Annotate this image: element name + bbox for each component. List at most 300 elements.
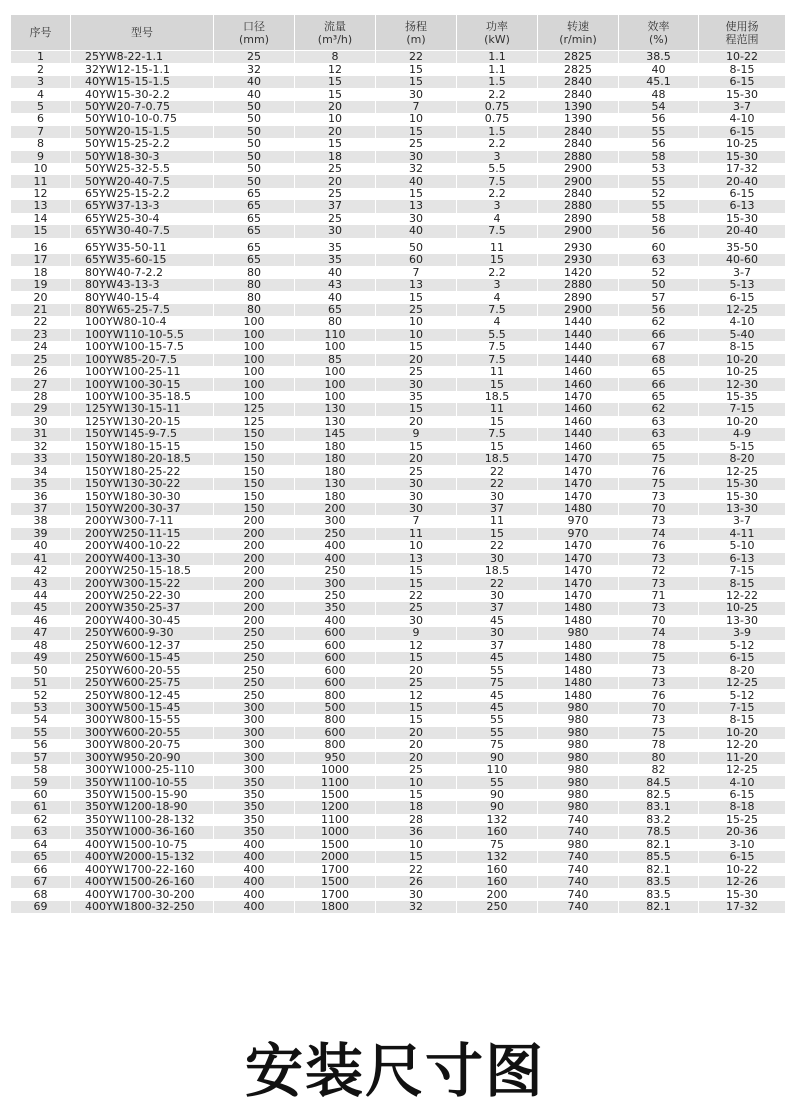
table-cell: 4-10 bbox=[699, 776, 786, 788]
table-cell: 41 bbox=[11, 553, 71, 565]
table-cell: 1470 bbox=[538, 490, 619, 502]
table-cell: 125YW130-20-15 bbox=[71, 416, 214, 428]
table-cell: 80YW43-13-3 bbox=[71, 279, 214, 291]
table-cell: 83.2 bbox=[619, 814, 699, 826]
table-cell: 1.5 bbox=[457, 126, 538, 138]
table-cell: 2840 bbox=[538, 126, 619, 138]
table-cell: 1.1 bbox=[457, 63, 538, 75]
table-cell: 200 bbox=[214, 590, 295, 602]
table-cell: 12 bbox=[376, 689, 457, 701]
table-cell: 57 bbox=[619, 291, 699, 303]
table-cell: 83.1 bbox=[619, 801, 699, 813]
table-cell: 40 bbox=[619, 63, 699, 75]
table-cell: 13 bbox=[376, 200, 457, 212]
table-cell: 25 bbox=[376, 764, 457, 776]
table-cell: 145 bbox=[295, 428, 376, 440]
table-cell: 40-60 bbox=[699, 254, 786, 266]
table-cell: 50 bbox=[214, 163, 295, 175]
table-cell: 400YW1500-26-160 bbox=[71, 876, 214, 888]
table-cell: 73 bbox=[619, 714, 699, 726]
table-cell: 25 bbox=[11, 354, 71, 366]
table-row bbox=[11, 814, 786, 826]
table-cell: 300YW800-15-55 bbox=[71, 714, 214, 726]
table-cell: 1440 bbox=[538, 316, 619, 328]
table-cell: 1440 bbox=[538, 341, 619, 353]
table-row bbox=[11, 577, 786, 589]
table-cell: 40YW15-15-1.5 bbox=[71, 76, 214, 88]
table-cell: 250YW600-12-37 bbox=[71, 640, 214, 652]
table-cell: 21 bbox=[11, 304, 71, 316]
table-cell: 6-15 bbox=[699, 126, 786, 138]
table-cell: 100YW100-30-15 bbox=[71, 378, 214, 390]
table-cell: 10 bbox=[376, 776, 457, 788]
table-cell: 12-25 bbox=[699, 304, 786, 316]
table-cell: 350 bbox=[214, 826, 295, 838]
table-cell: 65 bbox=[214, 200, 295, 212]
table-cell: 36 bbox=[376, 826, 457, 838]
table-cell: 3 bbox=[11, 76, 71, 88]
table-cell: 250 bbox=[214, 677, 295, 689]
table-cell: 45 bbox=[457, 689, 538, 701]
table-cell: 5-40 bbox=[699, 329, 786, 341]
table-cell: 43 bbox=[295, 279, 376, 291]
table-cell: 58 bbox=[619, 213, 699, 225]
table-cell: 980 bbox=[538, 764, 619, 776]
table-row bbox=[11, 826, 786, 838]
pump-spec-table bbox=[10, 14, 786, 913]
table-cell: 83.5 bbox=[619, 888, 699, 900]
table-cell: 53 bbox=[11, 702, 71, 714]
table-cell: 4-9 bbox=[699, 428, 786, 440]
table-row bbox=[11, 540, 786, 552]
table-cell: 22 bbox=[457, 465, 538, 477]
table-cell: 65 bbox=[214, 254, 295, 266]
table-cell: 250 bbox=[214, 664, 295, 676]
table-cell: 80 bbox=[214, 304, 295, 316]
table-cell: 2900 bbox=[538, 225, 619, 239]
table-cell: 1390 bbox=[538, 113, 619, 125]
table-cell: 14 bbox=[11, 213, 71, 225]
table-cell: 200YW400-30-45 bbox=[71, 615, 214, 627]
table-cell: 74 bbox=[619, 528, 699, 540]
table-cell: 55 bbox=[619, 175, 699, 187]
table-cell: 15 bbox=[376, 403, 457, 415]
table-cell: 12 bbox=[376, 640, 457, 652]
table-cell: 100 bbox=[214, 329, 295, 341]
table-row bbox=[11, 851, 786, 863]
table-cell: 65 bbox=[619, 441, 699, 453]
table-cell: 73 bbox=[619, 490, 699, 502]
table-cell: 62 bbox=[11, 814, 71, 826]
table-cell: 150YW145-9-7.5 bbox=[71, 428, 214, 440]
table-cell: 1480 bbox=[538, 689, 619, 701]
table-cell: 15 bbox=[376, 652, 457, 664]
table-cell: 1800 bbox=[295, 901, 376, 913]
table-cell: 10-22 bbox=[699, 863, 786, 875]
table-cell: 75 bbox=[457, 839, 538, 851]
table-cell: 7.5 bbox=[457, 175, 538, 187]
table-cell: 180 bbox=[295, 465, 376, 477]
table-row bbox=[11, 528, 786, 540]
table-cell: 100YW80-10-4 bbox=[71, 316, 214, 328]
table-cell: 62 bbox=[619, 403, 699, 415]
table-cell: 300YW500-15-45 bbox=[71, 702, 214, 714]
table-cell: 50YW20-15-1.5 bbox=[71, 126, 214, 138]
table-cell: 100 bbox=[214, 366, 295, 378]
table-cell: 160 bbox=[457, 876, 538, 888]
table-cell: 1470 bbox=[538, 577, 619, 589]
table-row bbox=[11, 677, 786, 689]
table-cell: 18.5 bbox=[457, 565, 538, 577]
table-cell: 2930 bbox=[538, 254, 619, 266]
table-cell: 1460 bbox=[538, 441, 619, 453]
table-cell: 125 bbox=[214, 416, 295, 428]
table-cell: 82.1 bbox=[619, 863, 699, 875]
table-cell: 65 bbox=[619, 391, 699, 403]
table-cell: 8-15 bbox=[699, 63, 786, 75]
table-cell: 12-22 bbox=[699, 590, 786, 602]
table-cell: 4 bbox=[457, 291, 538, 303]
table-cell: 61 bbox=[11, 801, 71, 813]
table-cell: 75 bbox=[619, 453, 699, 465]
table-cell: 2840 bbox=[538, 188, 619, 200]
table-cell: 50 bbox=[214, 101, 295, 113]
table-cell: 13 bbox=[376, 553, 457, 565]
table-cell: 65YW37-13-3 bbox=[71, 200, 214, 212]
table-cell: 400 bbox=[295, 540, 376, 552]
table-cell: 40YW15-30-2.2 bbox=[71, 88, 214, 100]
table-cell: 130 bbox=[295, 403, 376, 415]
table-cell: 43 bbox=[11, 577, 71, 589]
table-cell: 250YW600-15-45 bbox=[71, 652, 214, 664]
table-cell: 200YW300-15-22 bbox=[71, 577, 214, 589]
table-cell: 350YW1100-28-132 bbox=[71, 814, 214, 826]
table-row bbox=[11, 63, 786, 75]
table-cell: 80 bbox=[295, 316, 376, 328]
table-row bbox=[11, 453, 786, 465]
table-cell: 3 bbox=[457, 200, 538, 212]
table-cell: 40 bbox=[295, 266, 376, 278]
table-cell: 150 bbox=[214, 453, 295, 465]
table-cell: 7.5 bbox=[457, 341, 538, 353]
table-cell: 17 bbox=[11, 254, 71, 266]
table-cell: 65YW25-15-2.2 bbox=[71, 188, 214, 200]
table-cell: 66 bbox=[619, 329, 699, 341]
table-cell: 45 bbox=[457, 652, 538, 664]
table-cell: 20 bbox=[376, 453, 457, 465]
table-cell: 64 bbox=[11, 839, 71, 851]
table-cell: 400YW1500-10-75 bbox=[71, 839, 214, 851]
table-cell: 25 bbox=[376, 602, 457, 614]
table-cell: 10-20 bbox=[699, 416, 786, 428]
table-cell: 100YW100-25-11 bbox=[71, 366, 214, 378]
table-cell: 55 bbox=[457, 714, 538, 726]
table-row bbox=[11, 403, 786, 415]
table-cell: 300YW1000-25-110 bbox=[71, 764, 214, 776]
table-cell: 22 bbox=[457, 478, 538, 490]
table-cell: 7-15 bbox=[699, 565, 786, 577]
table-cell: 17-32 bbox=[699, 163, 786, 175]
table-cell: 58 bbox=[11, 764, 71, 776]
table-cell: 7-15 bbox=[699, 403, 786, 415]
table-row bbox=[11, 188, 786, 200]
table-cell: 980 bbox=[538, 627, 619, 639]
table-cell: 150YW180-20-18.5 bbox=[71, 453, 214, 465]
table-cell: 30 bbox=[376, 490, 457, 502]
table-cell: 27 bbox=[11, 378, 71, 390]
table-cell: 32 bbox=[11, 441, 71, 453]
table-cell: 2880 bbox=[538, 151, 619, 163]
table-cell: 72 bbox=[619, 565, 699, 577]
table-row bbox=[11, 329, 786, 341]
table-cell: 1420 bbox=[538, 266, 619, 278]
table-cell: 600 bbox=[295, 727, 376, 739]
table-cell: 150 bbox=[214, 490, 295, 502]
table-cell: 50YW18-30-3 bbox=[71, 151, 214, 163]
table-cell: 54 bbox=[11, 714, 71, 726]
table-cell: 150YW130-30-22 bbox=[71, 478, 214, 490]
table-cell: 20 bbox=[11, 291, 71, 303]
table-cell: 50 bbox=[214, 126, 295, 138]
table-row bbox=[11, 266, 786, 278]
table-cell: 1100 bbox=[295, 776, 376, 788]
table-cell: 7.5 bbox=[457, 428, 538, 440]
table-cell: 55 bbox=[619, 200, 699, 212]
table-cell: 980 bbox=[538, 702, 619, 714]
table-cell: 3-10 bbox=[699, 839, 786, 851]
table-cell: 65YW35-60-15 bbox=[71, 254, 214, 266]
table-cell: 100YW110-10-5.5 bbox=[71, 329, 214, 341]
table-cell: 0.75 bbox=[457, 113, 538, 125]
table-cell: 200 bbox=[295, 503, 376, 515]
table-cell: 62 bbox=[619, 316, 699, 328]
table-cell: 400YW1700-22-160 bbox=[71, 863, 214, 875]
table-cell: 10 bbox=[376, 540, 457, 552]
table-cell: 180 bbox=[295, 453, 376, 465]
table-cell: 9 bbox=[11, 151, 71, 163]
table-cell: 56 bbox=[619, 225, 699, 239]
table-cell: 15-30 bbox=[699, 151, 786, 163]
table-cell: 250 bbox=[214, 652, 295, 664]
table-cell: 18 bbox=[295, 151, 376, 163]
table-cell: 80YW65-25-7.5 bbox=[71, 304, 214, 316]
table-cell: 2900 bbox=[538, 175, 619, 187]
table-cell: 300YW800-20-75 bbox=[71, 739, 214, 751]
table-cell: 740 bbox=[538, 863, 619, 875]
table-cell: 45 bbox=[457, 615, 538, 627]
table-row bbox=[11, 200, 786, 212]
table-cell: 200YW400-10-22 bbox=[71, 540, 214, 552]
table-cell: 15 bbox=[457, 528, 538, 540]
table-cell: 1.1 bbox=[457, 51, 538, 64]
table-cell: 85 bbox=[295, 354, 376, 366]
table-cell: 70 bbox=[619, 503, 699, 515]
table-cell: 57 bbox=[11, 752, 71, 764]
table-cell: 100 bbox=[295, 341, 376, 353]
table-cell: 12-25 bbox=[699, 764, 786, 776]
table-cell: 65 bbox=[295, 304, 376, 316]
table-header bbox=[11, 15, 786, 51]
table-cell: 15 bbox=[376, 341, 457, 353]
table-row bbox=[11, 465, 786, 477]
table-cell: 26 bbox=[376, 876, 457, 888]
table-cell: 25 bbox=[376, 465, 457, 477]
table-cell: 350YW1200-18-90 bbox=[71, 801, 214, 813]
table-cell: 350YW1100-10-55 bbox=[71, 776, 214, 788]
table-cell: 10 bbox=[295, 113, 376, 125]
table-cell: 78 bbox=[619, 739, 699, 751]
table-cell: 37 bbox=[295, 200, 376, 212]
table-cell: 11 bbox=[11, 175, 71, 187]
table-cell: 100 bbox=[214, 354, 295, 366]
table-cell: 29 bbox=[11, 403, 71, 415]
table-cell: 1500 bbox=[295, 789, 376, 801]
table-cell: 30 bbox=[376, 888, 457, 900]
table-cell: 10 bbox=[376, 839, 457, 851]
table-cell: 1480 bbox=[538, 664, 619, 676]
table-cell: 10 bbox=[376, 316, 457, 328]
table-cell: 100YW100-15-7.5 bbox=[71, 341, 214, 353]
table-cell: 50 bbox=[214, 113, 295, 125]
table-cell: 1500 bbox=[295, 876, 376, 888]
table-row bbox=[11, 304, 786, 316]
table-cell: 15 bbox=[376, 291, 457, 303]
table-cell: 600 bbox=[295, 640, 376, 652]
table-cell: 15-30 bbox=[699, 478, 786, 490]
table-row bbox=[11, 627, 786, 639]
table-cell: 10-25 bbox=[699, 138, 786, 150]
table-cell: 1480 bbox=[538, 503, 619, 515]
table-cell: 76 bbox=[619, 540, 699, 552]
table-cell: 15-30 bbox=[699, 490, 786, 502]
table-cell: 3-7 bbox=[699, 515, 786, 527]
table-cell: 200 bbox=[214, 565, 295, 577]
table-cell: 980 bbox=[538, 739, 619, 751]
table-cell: 18 bbox=[376, 801, 457, 813]
table-cell: 150 bbox=[214, 503, 295, 515]
table-cell: 2825 bbox=[538, 51, 619, 64]
table-cell: 82 bbox=[619, 764, 699, 776]
table-cell: 22 bbox=[11, 316, 71, 328]
table-cell: 2825 bbox=[538, 63, 619, 75]
table-cell: 15 bbox=[376, 63, 457, 75]
table-cell: 180 bbox=[295, 490, 376, 502]
table-cell: 6 bbox=[11, 113, 71, 125]
table-body bbox=[11, 51, 786, 914]
table-cell: 30 bbox=[376, 478, 457, 490]
table-cell: 23 bbox=[11, 329, 71, 341]
table-cell: 250 bbox=[214, 689, 295, 701]
table-cell: 65 bbox=[214, 225, 295, 239]
table-cell: 15 bbox=[376, 565, 457, 577]
table-row bbox=[11, 279, 786, 291]
table-cell: 6-13 bbox=[699, 200, 786, 212]
table-cell: 25 bbox=[376, 677, 457, 689]
table-cell: 9 bbox=[376, 627, 457, 639]
table-cell: 30 bbox=[295, 225, 376, 239]
table-cell: 37 bbox=[457, 640, 538, 652]
table-cell: 7 bbox=[376, 101, 457, 113]
table-cell: 30 bbox=[376, 213, 457, 225]
table-row bbox=[11, 213, 786, 225]
table-cell: 250 bbox=[295, 590, 376, 602]
table-cell: 5-15 bbox=[699, 441, 786, 453]
table-cell: 8 bbox=[11, 138, 71, 150]
table-cell: 13-30 bbox=[699, 503, 786, 515]
table-cell: 250YW800-12-45 bbox=[71, 689, 214, 701]
table-cell: 200 bbox=[214, 615, 295, 627]
table-row bbox=[11, 839, 786, 851]
table-cell: 300 bbox=[214, 702, 295, 714]
table-row bbox=[11, 515, 786, 527]
table-cell: 30 bbox=[457, 590, 538, 602]
table-cell: 56 bbox=[11, 739, 71, 751]
table-cell: 30 bbox=[376, 503, 457, 515]
column-header: 口径 (mm) bbox=[214, 15, 295, 51]
table-cell: 25 bbox=[295, 213, 376, 225]
table-cell: 73 bbox=[619, 677, 699, 689]
table-cell: 740 bbox=[538, 888, 619, 900]
table-cell: 250 bbox=[295, 565, 376, 577]
table-row bbox=[11, 714, 786, 726]
table-cell: 200YW300-7-11 bbox=[71, 515, 214, 527]
table-row bbox=[11, 151, 786, 163]
table-cell: 0.75 bbox=[457, 101, 538, 113]
table-cell: 980 bbox=[538, 776, 619, 788]
table-cell: 150 bbox=[214, 428, 295, 440]
table-cell: 300 bbox=[214, 714, 295, 726]
table-cell: 65 bbox=[619, 366, 699, 378]
table-cell: 11 bbox=[457, 240, 538, 254]
table-cell: 8 bbox=[295, 51, 376, 64]
table-cell: 400 bbox=[214, 901, 295, 913]
table-cell: 1470 bbox=[538, 590, 619, 602]
table-cell: 300YW600-20-55 bbox=[71, 727, 214, 739]
table-cell: 200 bbox=[214, 577, 295, 589]
table-cell: 37 bbox=[457, 602, 538, 614]
table-cell: 20 bbox=[376, 727, 457, 739]
table-cell: 350 bbox=[214, 776, 295, 788]
table-cell: 2.2 bbox=[457, 188, 538, 200]
table-cell: 200 bbox=[214, 553, 295, 565]
table-cell: 1460 bbox=[538, 416, 619, 428]
table-cell: 40 bbox=[11, 540, 71, 552]
table-cell: 56 bbox=[619, 304, 699, 316]
table-cell: 1480 bbox=[538, 652, 619, 664]
table-cell: 20 bbox=[295, 101, 376, 113]
table-cell: 300 bbox=[295, 515, 376, 527]
table-cell: 38 bbox=[11, 515, 71, 527]
table-cell: 1500 bbox=[295, 839, 376, 851]
table-cell: 1440 bbox=[538, 354, 619, 366]
table-cell: 25 bbox=[376, 304, 457, 316]
table-cell: 10-22 bbox=[699, 51, 786, 64]
table-cell: 30 bbox=[376, 615, 457, 627]
table-cell: 80 bbox=[214, 266, 295, 278]
table-row bbox=[11, 428, 786, 440]
table-cell: 400YW1800-32-250 bbox=[71, 901, 214, 913]
table-cell: 6-15 bbox=[699, 76, 786, 88]
table-cell: 11 bbox=[457, 366, 538, 378]
table-cell: 100 bbox=[295, 366, 376, 378]
table-cell: 500 bbox=[295, 702, 376, 714]
table-cell: 46 bbox=[11, 615, 71, 627]
table-cell: 12-25 bbox=[699, 677, 786, 689]
table-cell: 36 bbox=[11, 490, 71, 502]
table-cell: 18.5 bbox=[457, 453, 538, 465]
table-cell: 15 bbox=[376, 789, 457, 801]
table-cell: 5-10 bbox=[699, 540, 786, 552]
